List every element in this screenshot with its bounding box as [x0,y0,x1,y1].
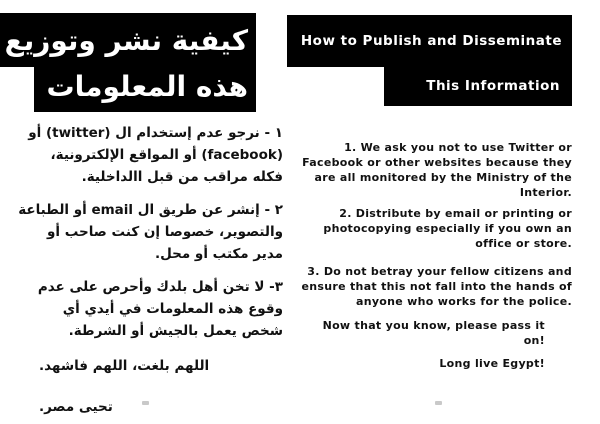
english-title-banner [287,15,572,106]
english-page [300,0,600,424]
arabic-title-line1: كيفية نشر وتوزيع [0,13,256,67]
arabic-item-3: ٣- لا تخن أهل بلدك وأحرص على عدم وقوع هذه المعلومات في أيدي أي شخص يعمل بالجيش أو الشرطة. [37,279,283,339]
arabic-body [17,122,283,424]
english-item-3: 3. Do not betray your fellow citizens and ensure that this not fall into the hands of anyone who works for the police. [301,265,572,308]
english-closing-line1: Now that you know, please pass it on! [322,319,545,347]
arabic-closing-line1: اللهم بلغت، اللهم فاشهد. [39,358,210,374]
english-closing-line2: Long live Egypt! [439,357,545,370]
arabic-title-banner [0,13,256,112]
english-body [298,140,572,377]
arabic-item-2: ٢ - إنشر عن طريق ال email أو الطباعة والتصوير، خصوصا إن كنت صاحب أو مدير مكتب أو محل. [18,202,283,262]
page-mark-right [435,401,442,405]
arabic-title-line2: هذه المعلومات [34,66,256,112]
english-title-line1: How to Publish and Disseminate [287,15,572,67]
english-title-line2: This Information [384,66,572,106]
english-item-1: 1. We ask you not to use Twitter or Facebook or other websites because they are all monitored by the Ministry of the Interior. [302,141,572,199]
page-mark-left [142,401,149,405]
english-item-2: 2. Distribute by email or printing or photocopying especially if you own an office or store. [323,207,572,250]
arabic-closing-line2: تحيى مصر. [39,399,113,415]
arabic-item-1: ١ - نرجو عدم إستخدام ال (twitter) أو (facebook) أو المواقع الإلكترونية، فكله مراقب من قبل االداخلية. [28,125,283,185]
